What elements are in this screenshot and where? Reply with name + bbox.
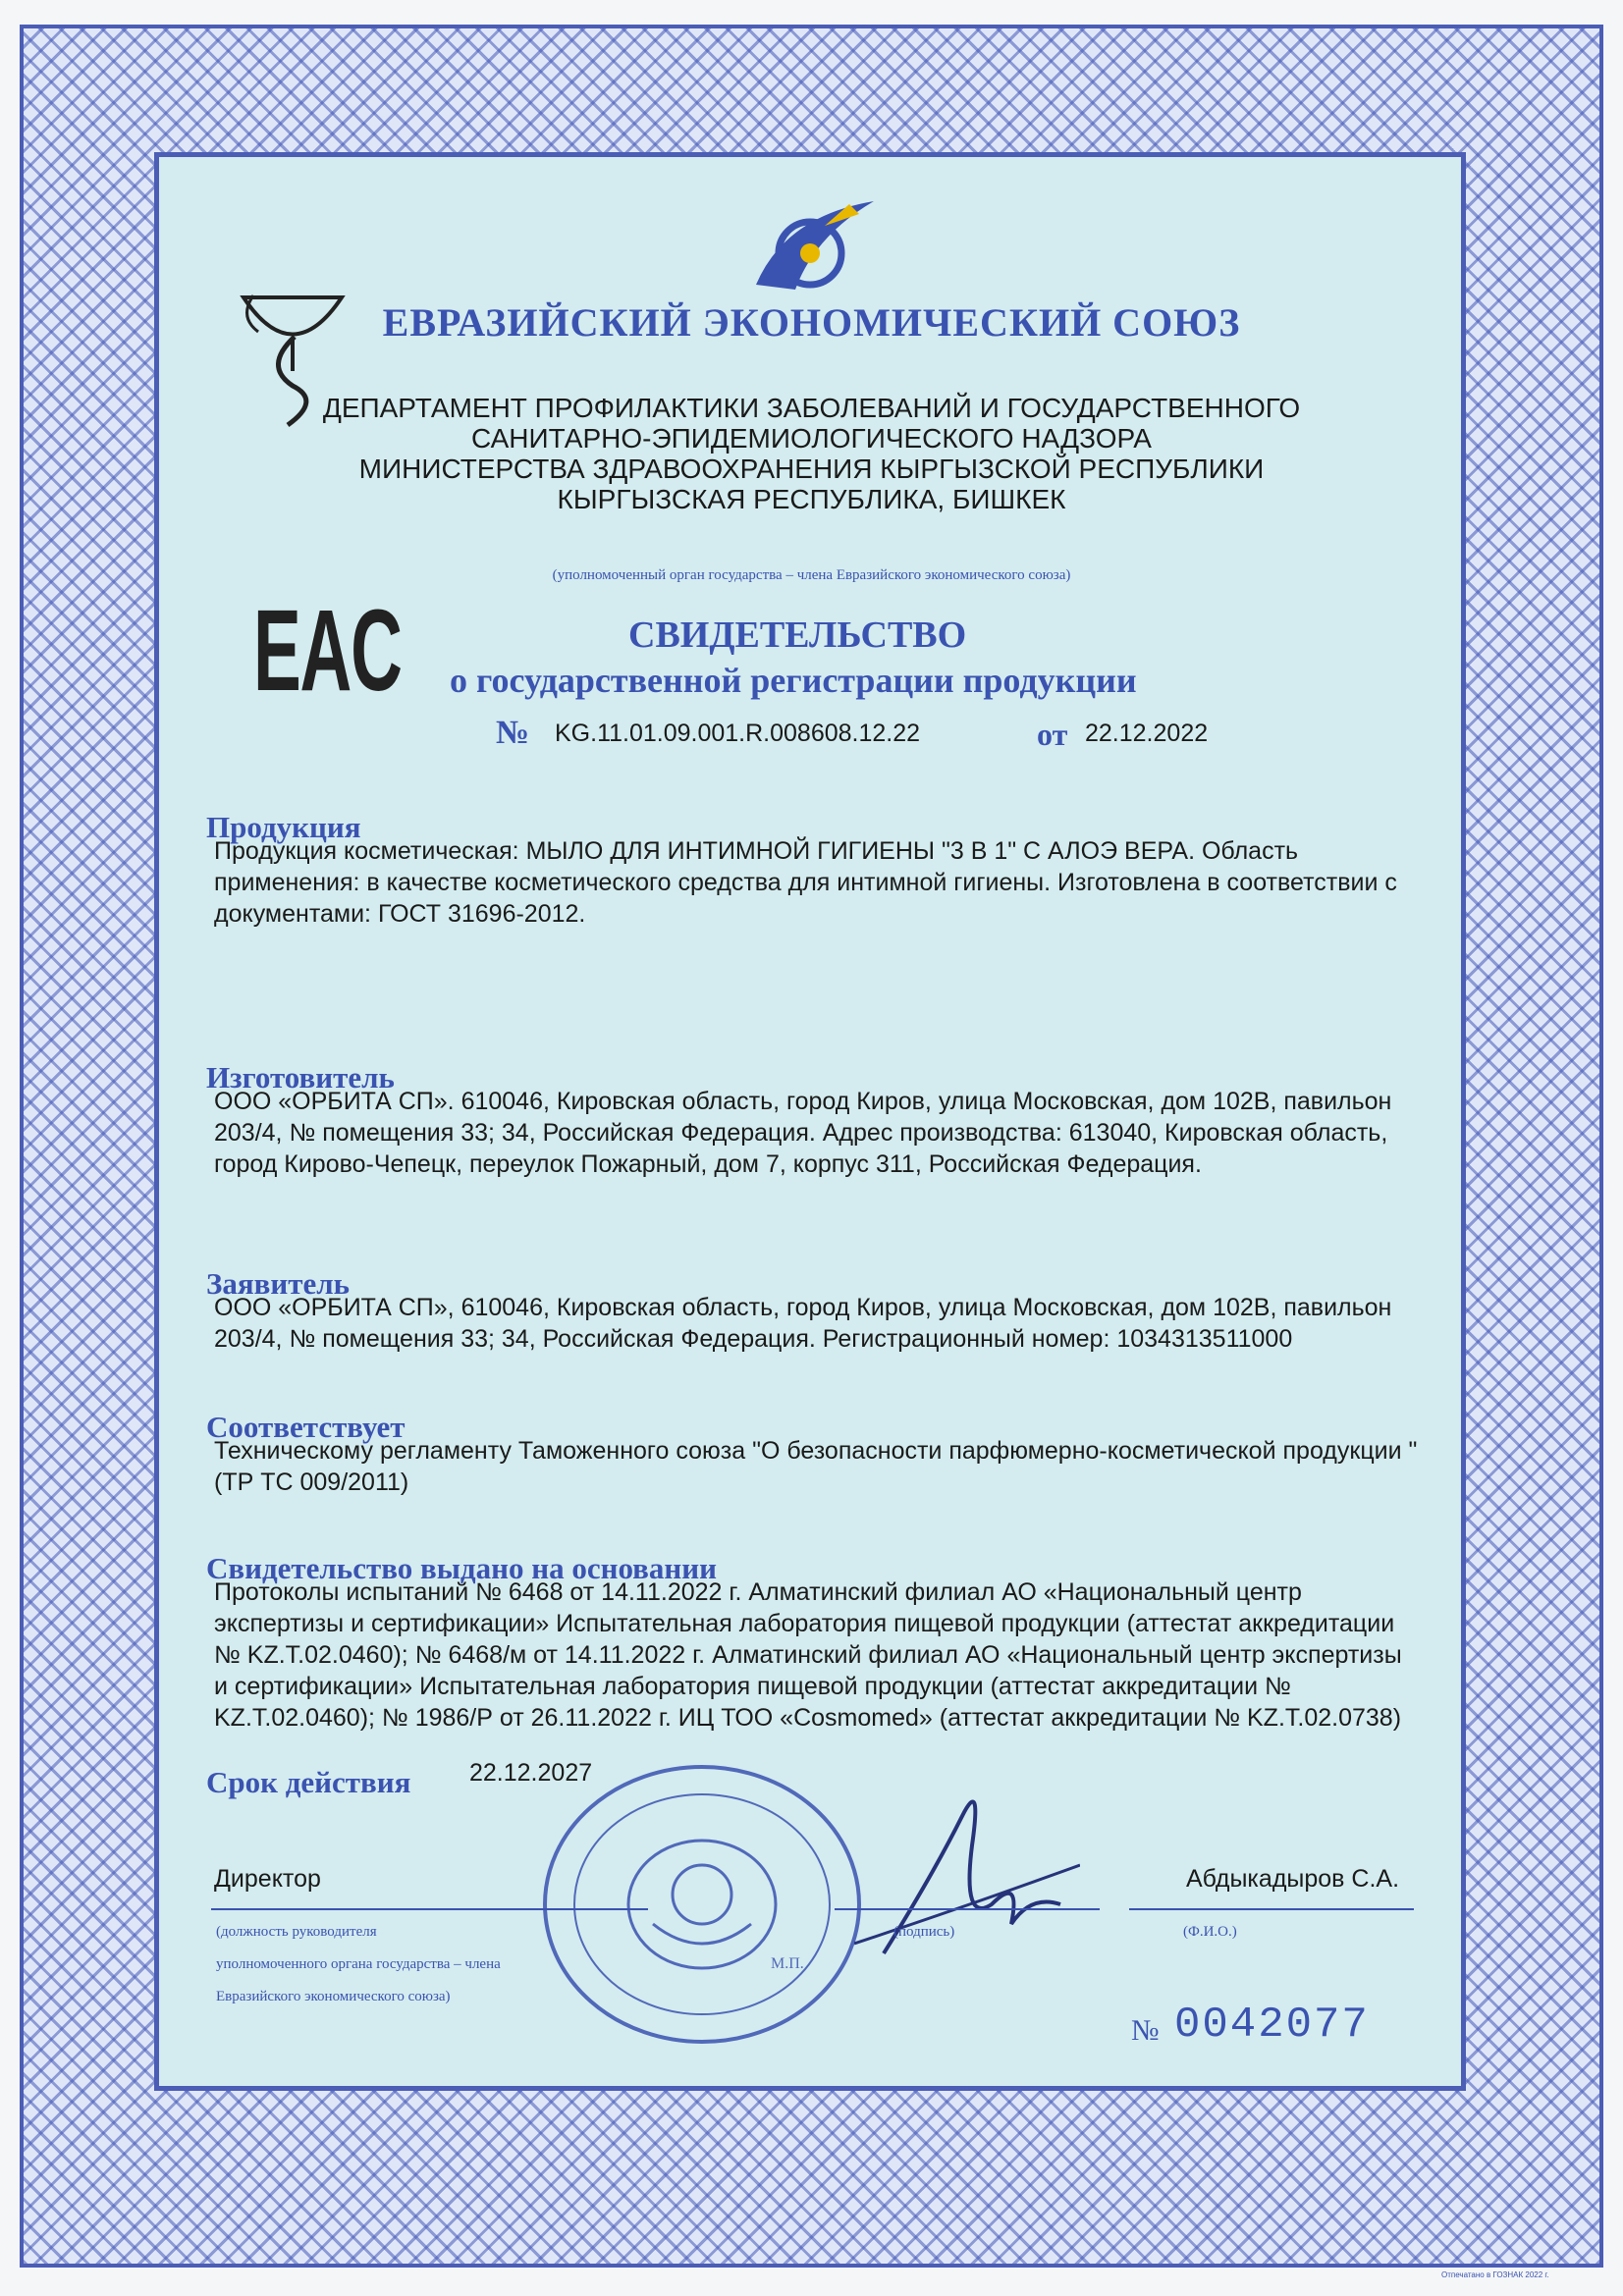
name-line	[1129, 1908, 1414, 1910]
caption-name: (Ф.И.О.)	[1183, 1924, 1237, 1940]
certificate-subtitle: о государственной регистрации продукции	[450, 661, 1137, 700]
applicant-heading: Заявитель	[206, 1266, 351, 1301]
department-line-3: МИНИСТЕРСТВА ЗДРАВООХРАНЕНИЯ КЫРГЫЗСКОЙ РЕСПУБЛИКИ	[358, 454, 1265, 484]
product-heading: Продукция	[206, 810, 361, 844]
validity-value: 22.12.2027	[469, 1759, 593, 1787]
number-label: №	[496, 715, 530, 751]
manufacturer-heading: Изготовитель	[206, 1060, 395, 1095]
certificate-title: СВИДЕТЕЛЬСТВО	[628, 614, 967, 656]
signatory-position: Директор	[214, 1865, 321, 1893]
signature-scribble-icon	[854, 1757, 1080, 1973]
certificate-number: KG.11.01.09.001.R.008608.12.22	[555, 720, 921, 747]
department-line-4: КЫРГЫЗСКАЯ РЕСПУБЛИКА, БИШКЕК	[557, 484, 1066, 514]
manufacturer-text: ООО «ОРБИТА СП». 610046, Кировская область, город Киров, улица Московская, дом 102В, павильон 203/4, № помещения 33; 34, Российская Федерация. Адрес производства: 613040, Кировская область, город Кирово-Чепецк, переулок Пожарный, дом 7, корпус 311, Российская Федерация.	[214, 1088, 1392, 1178]
date-label: от	[1037, 717, 1068, 752]
form-number-label: №	[1131, 2014, 1160, 2047]
conforms-heading: Соответствует	[206, 1410, 406, 1444]
eac-mark: EAC	[253, 586, 402, 716]
department-line-2: САНИТАРНО-ЭПИДЕМИОЛОГИЧЕСКОГО НАДЗОРА	[471, 423, 1152, 454]
basis-heading: Свидетельство выдано на основании	[206, 1551, 717, 1585]
caption-position-1: (должность руководителя	[216, 1924, 377, 1940]
caption-signature: (подпись)	[893, 1924, 955, 1940]
eaeu-emblem-icon	[727, 196, 893, 299]
form-number: 0042077	[1174, 2001, 1370, 2050]
signature-line	[835, 1908, 1100, 1910]
conforms-text: Техническому регламенту Таможенного союза "О безопасности парфюмерно-косметической продукции " (ТР ТС 009/2011)	[214, 1437, 1418, 1496]
caption-position-3: Евразийского экономического союза)	[216, 1989, 451, 2004]
official-stamp-icon	[535, 1757, 869, 2052]
product-text: Продукция косметическая: МЫЛО ДЛЯ ИНТИМНОЙ ГИГИЕНЫ "3 В 1" С АЛОЭ ВЕРА. Область применения: в качестве косметического средства для интимной гигиены. Изготовлена в соответствии с документами: ГОСТ 31696-2012.	[214, 837, 1397, 928]
printer-note: Отпечатано в ГОЗНАК 2022 г.	[1441, 2270, 1549, 2279]
basis-text: Протоколы испытаний № 6468 от 14.11.2022 г. Алматинский филиал АО «Национальный центр экспертизы и сертификации» Испытательная лаборатория пищевой продукции (аттестат аккредитации № KZ.T.02.0460); № 6468/м от 14.11.2022 г. Алматинский филиал АО «Национальный центр экспертизы и сертификации» Испытательная лаборатория пищевой продукции (аттестат аккредитации № KZ.T.02.0460); № 1986/Р от 26.11.2022 г. ИЦ ТОО «Cosmomed» (аттестат аккредитации № KZ.T.02.0738)	[214, 1578, 1402, 1732]
signatory-name: Абдыкадыров С.А.	[1186, 1865, 1400, 1893]
department-block	[0, 393, 1623, 514]
position-line	[211, 1908, 648, 1910]
authority-caption: (уполномоченный орган государства – члена Евразийского экономического союза)	[552, 567, 1071, 583]
certificate-date: 22.12.2022	[1085, 720, 1209, 747]
caption-position-2: уполномоченного органа государства – члена	[216, 1956, 501, 1972]
applicant-text: ООО «ОРБИТА СП», 610046, Кировская область, город Киров, улица Московская, дом 102В, павильон 203/4, № помещения 33; 34, Российская Федерация. Регистрационный номер: 1034313511000	[214, 1294, 1392, 1353]
union-title: ЕВРАЗИЙСКИЙ ЭКОНОМИЧЕСКИЙ СОЮЗ	[382, 300, 1241, 345]
validity-heading: Срок действия	[206, 1765, 411, 1799]
stamp-label: М.П.	[771, 1955, 804, 1972]
department-line-1: ДЕПАРТАМЕНТ ПРОФИЛАКТИКИ ЗАБОЛЕВАНИЙ И ГОСУДАРСТВЕННОГО	[322, 393, 1301, 423]
